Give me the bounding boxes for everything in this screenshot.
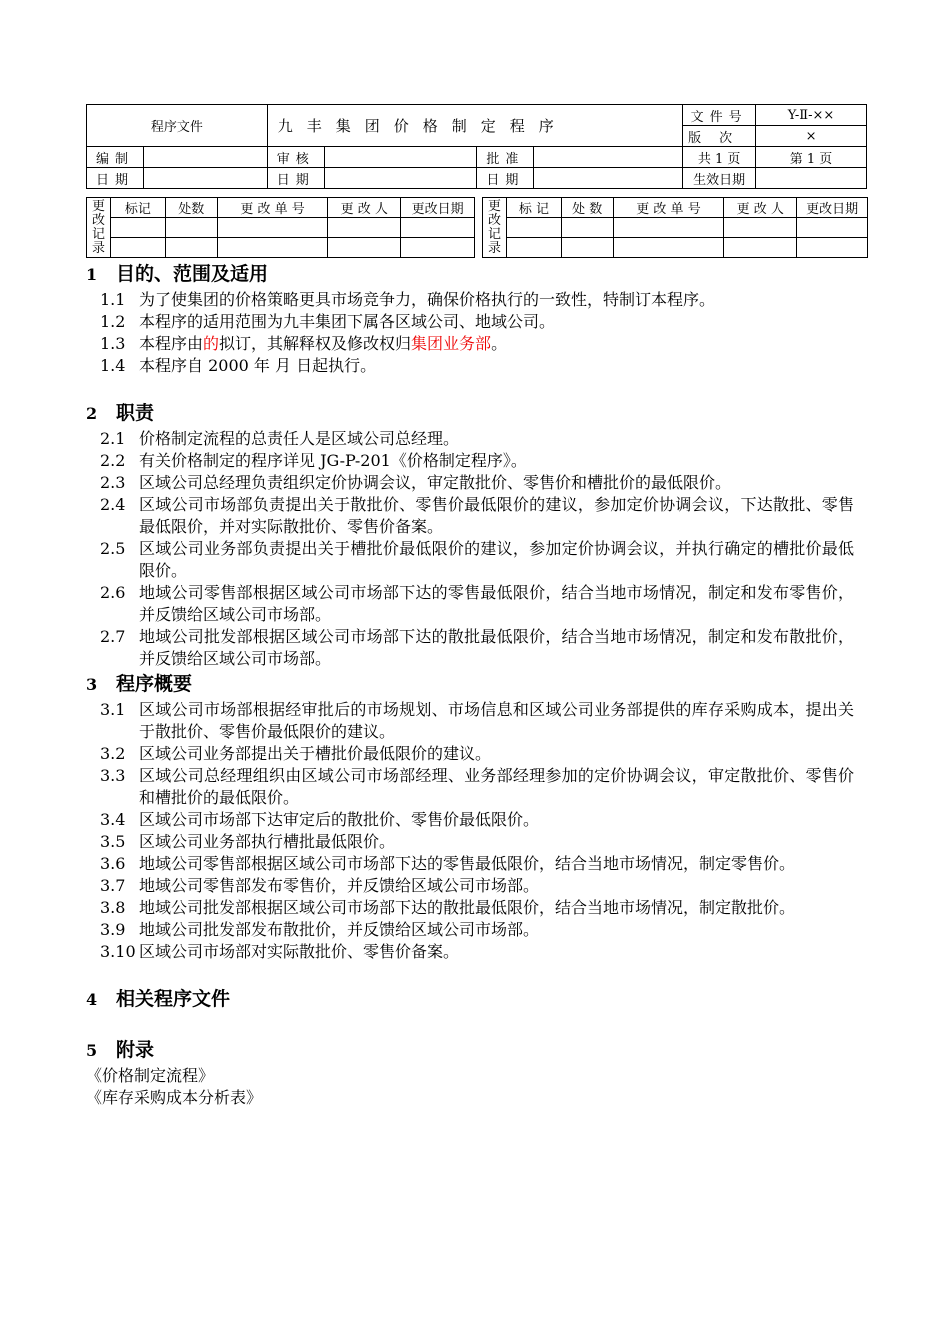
list-item: 3.9 地域公司批发部发布散批价，并反馈给区域公司市场部。 bbox=[100, 920, 540, 939]
cell bbox=[797, 218, 868, 238]
cell bbox=[328, 238, 401, 258]
doc-title: 九丰集团价格制定程序 bbox=[267, 105, 682, 147]
col-mark: 标 记 bbox=[506, 198, 561, 218]
date-value-3 bbox=[534, 168, 683, 189]
section-heading: 4 相关程序文件 bbox=[86, 988, 231, 1010]
list-item: 3.2 区域公司业务部提出关于槽批价最低限价的建议。 bbox=[100, 744, 492, 763]
file-no-value: Y-Ⅱ-×× bbox=[756, 105, 867, 126]
review-label: 审核 bbox=[267, 147, 324, 168]
list-item: 1.1 为了使集团的价格策略更具市场竞争力，确保价格执行的一致性，特制订本程序。 bbox=[100, 290, 716, 309]
page-number: 第 1 页 bbox=[756, 147, 867, 168]
date-label-2: 日期 bbox=[267, 168, 324, 189]
cell bbox=[110, 238, 165, 258]
section-heading: 2 职责 bbox=[86, 402, 155, 424]
list-item: 2.5 区域公司业务部负责提出关于槽批价最低限价的建议，参加定价协调会议，并执行确定的槽批价最低限价。 bbox=[100, 539, 854, 580]
section-heading: 5 附录 bbox=[86, 1039, 155, 1061]
document-header-table bbox=[86, 104, 867, 189]
list-item: 1.4 本程序自 2000 年 月 日起执行。 bbox=[100, 356, 377, 375]
cell bbox=[165, 238, 217, 258]
cell bbox=[401, 218, 475, 238]
cell bbox=[724, 238, 797, 258]
date-value-1 bbox=[143, 168, 267, 189]
change-record-left bbox=[86, 197, 475, 258]
list-item: 2.1 价格制定流程的总责任人是区域公司总经理。 bbox=[100, 429, 460, 448]
cell bbox=[165, 218, 217, 238]
list-item: 3.5 区域公司业务部执行槽批最低限价。 bbox=[100, 832, 396, 851]
review-value bbox=[324, 147, 477, 168]
list-item: 3.10 区域公司市场部对实际散批价、零售价备案。 bbox=[100, 942, 460, 961]
cell bbox=[561, 238, 613, 258]
cell bbox=[217, 218, 328, 238]
col-changer: 更 改 人 bbox=[328, 198, 401, 218]
col-count: 处 数 bbox=[561, 198, 613, 218]
change-record-label: 更 改 记 录 bbox=[87, 198, 111, 258]
cell bbox=[506, 238, 561, 258]
list-item: 2.6 地域公司零售部根据区域公司市场部下达的零售最低限价，结合当地市场情况，制定和发布零售价，并反馈给区域公司市场部。 bbox=[100, 583, 854, 624]
file-no-label: 文件号 bbox=[683, 105, 756, 126]
appendix-item: 《价格制定流程》 bbox=[86, 1066, 215, 1085]
prepared-value bbox=[143, 147, 267, 168]
cell bbox=[401, 238, 475, 258]
cell bbox=[561, 218, 613, 238]
col-count: 处数 bbox=[165, 198, 217, 218]
total-pages: 共 1 页 bbox=[683, 147, 756, 168]
approve-value bbox=[534, 147, 683, 168]
appendix-item: 《库存采购成本分析表》 bbox=[86, 1088, 263, 1107]
list-item: 2.2 有关价格制定的程序详见 JG-P-201《价格制定程序》。 bbox=[100, 451, 527, 470]
list-item: 2.3 区域公司总经理负责组织定价协调会议，审定散批价、零售价和槽批价的最低限价。 bbox=[100, 473, 732, 492]
cell bbox=[613, 238, 724, 258]
list-item: 2.7 地域公司批发部根据区域公司市场部下达的散批最低限价，结合当地市场情况，制定和发布散批价，并反馈给区域公司市场部。 bbox=[100, 627, 854, 668]
date-label-3: 日期 bbox=[477, 168, 534, 189]
section-heading: 3 程序概要 bbox=[86, 673, 193, 695]
list-item: 3.8 地域公司批发部根据区域公司市场部下达的散批最低限价，结合当地市场情况，制定散批价。 bbox=[100, 898, 796, 917]
cell bbox=[797, 238, 868, 258]
doc-type: 程序文件 bbox=[87, 105, 268, 147]
prepared-label: 编制 bbox=[87, 147, 144, 168]
cell bbox=[613, 218, 724, 238]
cell bbox=[506, 218, 561, 238]
change-record-right bbox=[482, 197, 868, 258]
date-value-2 bbox=[324, 168, 477, 189]
list-item: 3.6 地域公司零售部根据区域公司市场部下达的零售最低限价，结合当地市场情况，制定零售价。 bbox=[100, 854, 796, 873]
change-record-label: 更 改 记 录 bbox=[483, 198, 507, 258]
cell bbox=[328, 218, 401, 238]
list-item: 3.4 区域公司市场部下达审定后的散批价、零售价最低限价。 bbox=[100, 810, 540, 829]
list-item: 2.4 区域公司市场部负责提出关于散批价、零售价最低限价的建议，参加定价协调会议，下达散批、零售最低限价，并对实际散批价、零售价备案。 bbox=[100, 495, 854, 536]
approve-label: 批准 bbox=[477, 147, 534, 168]
date-label-1: 日期 bbox=[87, 168, 144, 189]
col-change-no: 更 改 单 号 bbox=[217, 198, 328, 218]
col-changer: 更 改 人 bbox=[724, 198, 797, 218]
col-change-date: 更改日期 bbox=[797, 198, 868, 218]
list-item: 1.2 本程序的适用范围为九丰集团下属各区域公司、地域公司。 bbox=[100, 312, 556, 331]
col-change-no: 更 改 单 号 bbox=[613, 198, 724, 218]
cell bbox=[110, 218, 165, 238]
section-heading: 1 目的、范围及适用 bbox=[86, 263, 269, 285]
list-item: 1.3 本程序由的拟订，其解释权及修改权归集团业务部。 bbox=[100, 334, 508, 353]
version-value: × bbox=[756, 126, 867, 147]
version-label: 版次 bbox=[683, 126, 756, 147]
effective-date-value bbox=[756, 168, 867, 189]
list-item: 3.3 区域公司总经理组织由区域公司市场部经理、业务部经理参加的定价协调会议，审定散批价、零售价和槽批价的最低限价。 bbox=[100, 766, 854, 807]
col-change-date: 更改日期 bbox=[401, 198, 475, 218]
document-body bbox=[86, 260, 854, 1109]
list-item: 3.7 地域公司零售部发布零售价，并反馈给区域公司市场部。 bbox=[100, 876, 540, 895]
effective-date-label: 生效日期 bbox=[683, 168, 756, 189]
cell bbox=[724, 218, 797, 238]
col-mark: 标记 bbox=[110, 198, 165, 218]
list-item: 3.1 区域公司市场部根据经审批后的市场规划、市场信息和区域公司业务部提供的库存采购成本，提出关于散批价、零售价最低限价的建议。 bbox=[100, 700, 854, 741]
cell bbox=[217, 238, 328, 258]
